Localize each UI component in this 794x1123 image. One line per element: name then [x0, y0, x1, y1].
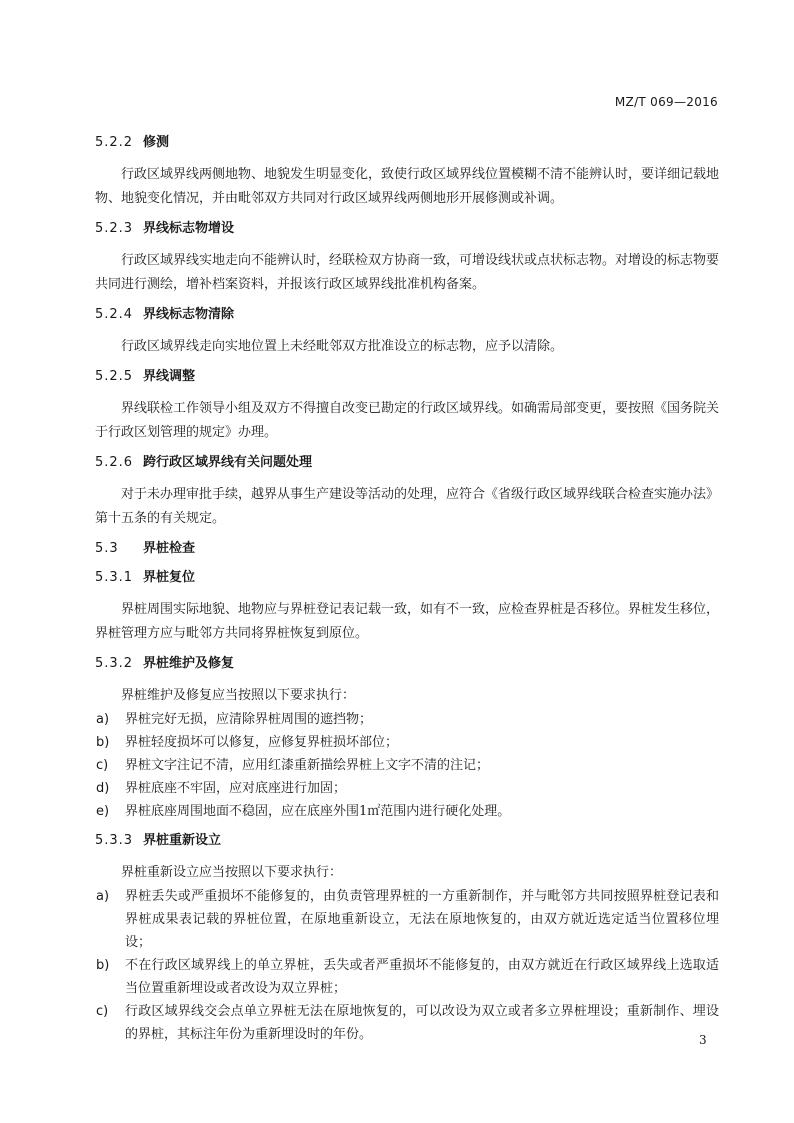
list-item [95, 777, 719, 800]
section-number: 5.3.1 [95, 570, 134, 585]
section-heading [95, 454, 719, 472]
section-number: 5.2.4 [95, 307, 134, 322]
list-marker: b) [96, 958, 110, 973]
section-number: 5.3.3 [95, 833, 134, 848]
list-marker: c) [96, 1004, 109, 1019]
list-item [95, 731, 719, 754]
section-number: 5.2.2 [95, 135, 134, 150]
list-item-text: 界桩底座周围地面不稳固，应在底座外围1㎡范围内进行硬化处理。 [125, 804, 511, 819]
paragraph: 行政区域界线两侧地物、地貌发生明显变化，致使行政区域界线位置模糊不清不能辨认时，要详细记载地物、地貌变化情况，并由毗邻双方共同对行政区域界线两侧地形开展修测或补调。 [95, 167, 720, 206]
page-number: 3 [699, 1033, 707, 1047]
section-title: 界线标志物清除 [143, 307, 235, 322]
section-number: 5.3 [95, 541, 119, 556]
list-marker: a) [96, 712, 110, 727]
list-item [95, 954, 719, 1000]
paragraph: 界桩维护及修复应当按照以下要求执行： [121, 688, 356, 703]
document-body [95, 125, 719, 1050]
section-number: 5.3.2 [95, 656, 134, 671]
section-heading [95, 832, 719, 850]
section-number: 5.2.3 [95, 221, 134, 236]
paragraph: 行政区域界线走向实地位置上未经毗邻双方批准设立的标志物，应予以清除。 [121, 339, 564, 354]
section-title: 界桩检查 [143, 541, 196, 556]
list-item-text: 界桩丢失或严重损坏不能修复的，由负责管理界桩的一方重新制作，并与毗邻方共同按照界桩登记表和界桩成果表记载的界桩位置，在原地重新设立，无法在原地恢复的，由双方就近选定适当位置移位埋设； [125, 889, 719, 950]
section-heading [95, 134, 719, 152]
section-title: 修测 [143, 135, 170, 150]
requirement-list [95, 708, 719, 823]
list-item-text: 界桩完好无损，应清除界桩周围的遮挡物； [125, 712, 373, 727]
requirement-list [95, 885, 719, 1046]
list-item-text: 不在行政区域界线上的单立界桩，丢失或者严重损坏不能修复的，由双方就近在行政区域界线上选取适当位置重新埋设或者改设为双立界桩； [125, 958, 719, 996]
section-title: 跨行政区域界线有关问题处理 [143, 455, 313, 470]
section-heading [95, 655, 719, 673]
section-heading [95, 569, 719, 587]
section-title: 界桩重新设立 [143, 833, 222, 848]
section-heading [95, 540, 719, 558]
list-item [95, 885, 719, 954]
document-code: MZ/T 069—2016 [614, 95, 718, 109]
list-item-text: 界桩轻度损坏可以修复，应修复界桩损坏部位； [125, 735, 399, 750]
paragraph: 行政区域界线实地走向不能辨认时，经联检双方协商一致，可增设线状或点状标志物。对增设的标志物要共同进行测绘，增补档案资料，并报该行政区域界线批准机构备案。 [95, 253, 720, 292]
list-item [95, 708, 719, 731]
paragraph: 对于未办理审批手续，越界从事生产建设等活动的处理，应符合《省级行政区域界线联合检查实施办法》第十五条的有关规定。 [95, 487, 720, 526]
section-title: 界线调整 [143, 369, 196, 384]
section-heading [95, 368, 719, 386]
section-title: 界桩复位 [143, 570, 196, 585]
list-marker: a) [96, 889, 110, 904]
paragraph: 界桩重新设立应当按照以下要求执行： [121, 865, 343, 880]
list-marker: b) [96, 735, 110, 750]
section-heading [95, 220, 719, 238]
paragraph: 界线联检工作领导小组及双方不得擅自改变已勘定的行政区域界线。如确需局部变更，要按照《国务院关于行政区划管理的规定》办理。 [95, 401, 720, 440]
list-marker: c) [96, 758, 109, 773]
section-number: 5.2.5 [95, 369, 134, 384]
section-heading [95, 306, 719, 324]
list-item [95, 1000, 719, 1046]
list-item [95, 800, 719, 823]
list-item-text: 行政区域界线交会点单立界桩无法在原地恢复的，可以改设为双立或者多立界桩埋设；重新制作、埋设的界桩，其标注年份为重新埋设时的年份。 [125, 1004, 719, 1042]
section-number: 5.2.6 [95, 455, 134, 470]
paragraph: 界桩周围实际地貌、地物应与界桩登记表记载一致，如有不一致，应检查界桩是否移位。界桩发生移位，界桩管理方应与毗邻方共同将界桩恢复到原位。 [95, 602, 720, 641]
section-title: 界桩维护及修复 [143, 656, 235, 671]
section-title: 界线标志物增设 [143, 221, 235, 236]
list-item [95, 754, 719, 777]
list-item-text: 界桩文字注记不清，应用红漆重新描绘界桩上文字不清的注记； [125, 758, 490, 773]
list-marker: d) [96, 781, 110, 796]
list-item-text: 界桩底座不牢固，应对底座进行加固； [125, 781, 347, 796]
list-marker: e) [96, 804, 110, 819]
